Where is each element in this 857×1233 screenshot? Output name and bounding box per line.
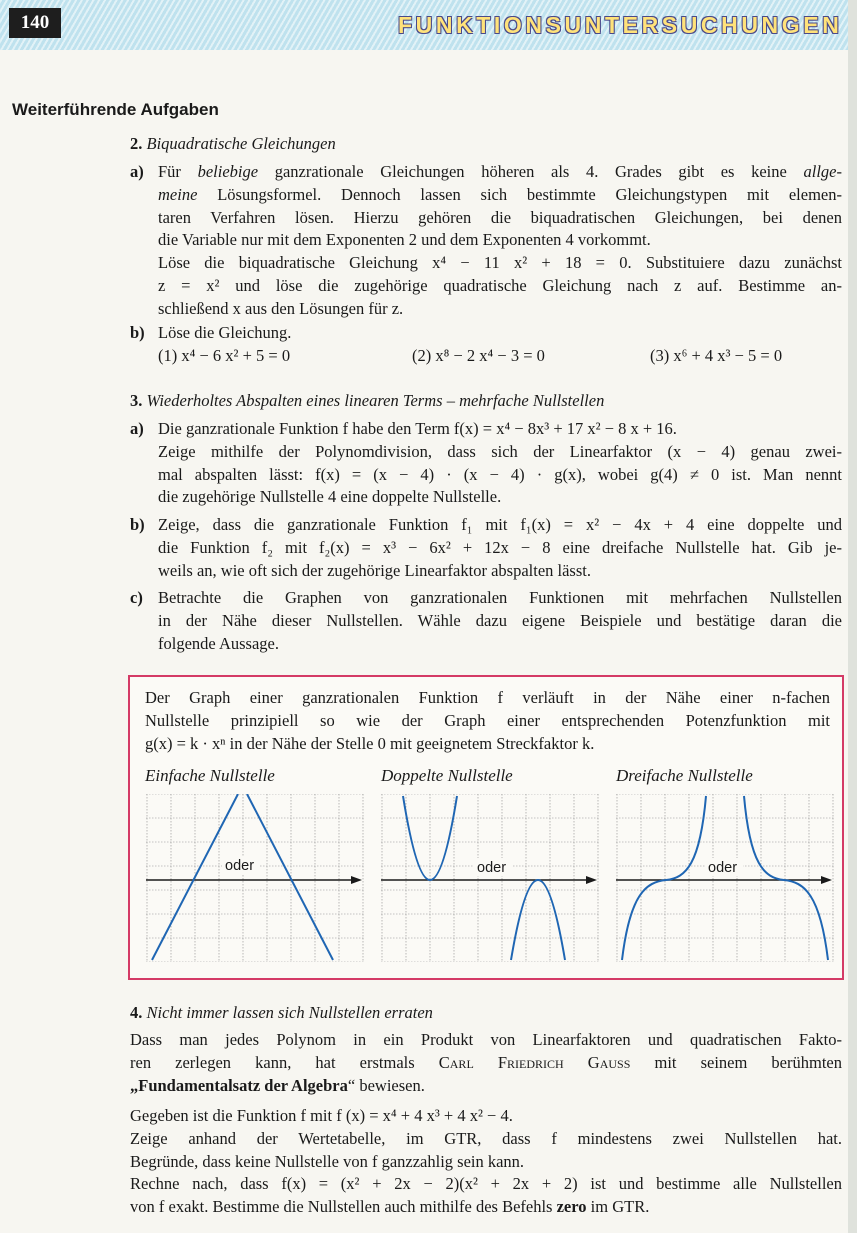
curve-cubic-down: [744, 796, 828, 960]
task-number: 3.: [130, 391, 143, 410]
person-name: Carl Friedrich Gauss: [438, 1052, 631, 1072]
task4-heading: [130, 1002, 433, 1025]
text-line: Gegeben ist die Funktion f mit f (x) = x⁴ + 4 x³ + 4 x² − 4.: [130, 1106, 513, 1125]
curve-parabola-down: [511, 880, 565, 960]
task4-body: [130, 1105, 842, 1219]
equation-2: (2) x⁸ − 2 x⁴ − 3 = 0: [412, 346, 545, 365]
grid: [381, 794, 599, 962]
text-line: Für beliebige ganzrationale Gleichungen höheren als 4. Grades gibt es keine allge-: [158, 162, 842, 181]
text-line: von f exakt. Bestimme die Nullstellen auch mithilfe des Befehls zero im GTR.: [130, 1197, 650, 1217]
page-edge: [848, 0, 857, 1233]
text-line: Dass man jedes Polynom in ein Produkt von Linearfaktoren und quadratischen Fakto-: [130, 1030, 842, 1049]
curve-cubic-up: [622, 796, 706, 960]
task2-a-text: [158, 161, 842, 321]
task3-heading: [130, 390, 604, 413]
curve-falling: [247, 794, 333, 960]
graph-label-simple: Einfache Nullstelle: [145, 766, 275, 785]
subtask-label: c): [130, 588, 143, 607]
text-line: ren zerlegen kann, hat erstmals Carl Friedrich Gauss mit seinem berühmten: [130, 1052, 842, 1072]
section-title: FUNKTIONSUNTERSUCHUNGEN: [398, 12, 843, 38]
grid: [146, 794, 364, 962]
text-line: Löse die Gleichung.: [158, 323, 292, 342]
text-line: taren Verfahren lösen. Hierzu gehören die biquadratischen Gleichungen, bei denen: [158, 207, 842, 227]
equation-3: (3) x⁶ + 4 x³ − 5 = 0: [650, 346, 783, 365]
text-line: schließend x aus den Lösungen für z.: [158, 298, 404, 318]
x-axis: [616, 876, 832, 884]
graph-label-triple: Dreifache Nullstelle: [616, 766, 753, 785]
text-line: mal abspalten lässt: f(x) = (x − 4) · (x − 4) · g(x), wobei g(4) ≠ 0 ist. Man nennt: [158, 464, 842, 484]
text-line: g(x) = k · xⁿ in der Nähe der Stelle 0 mit geeignetem Streckfaktor k.: [145, 734, 595, 753]
task-title: Biquadratische Gleichungen: [146, 134, 336, 153]
task-number: 2.: [130, 134, 143, 153]
task3-c-text: [158, 587, 842, 655]
subtask-label: b): [130, 515, 145, 534]
text-line: die Variable nur mit dem Exponenten 2 und dem Exponenten 4 vorkommt.: [158, 230, 651, 250]
task-title: Nicht immer lassen sich Nullstellen erraten: [146, 1003, 433, 1022]
text-line: weils an, wie oft sich der zugehörige Linearfaktor abspalten lässt.: [158, 560, 591, 580]
text-line: Zeige anhand der Wertetabelle, im GTR, dass f mindestens zwei Nullstellen hat.: [130, 1128, 842, 1148]
subtask-label: a): [130, 419, 144, 438]
task-title: Wiederholtes Abspalten eines linearen Terms – mehrfache Nullstellen: [146, 391, 605, 410]
text-line: Rechne nach, dass f(x) = (x² + 2x − 2)(x² + 2x + 2) ist und bestimme alle Nullstellen: [130, 1174, 842, 1194]
text-line: Zeige mithilfe der Polynomdivision, dass sich der Linearfaktor (x − 4) genau zwei-: [158, 441, 842, 461]
x-axis: [381, 876, 597, 884]
task3-a-text: [158, 418, 842, 509]
graph-label-double: Doppelte Nullstelle: [381, 766, 513, 785]
graph-simple-zero: [146, 794, 364, 962]
equation-1: (1) x⁴ − 6 x² + 5 = 0: [158, 346, 291, 365]
oder-label: oder: [225, 858, 255, 874]
oder-label: oder: [708, 860, 738, 876]
info-box-text: [145, 686, 830, 755]
text-line: Der Graph einer ganzrationalen Funktion f verläuft in der Nähe einer n-fachen: [145, 688, 830, 707]
text-line: Betrachte die Graphen von ganzrationalen Funktionen mit mehrfachen Nullstellen: [158, 588, 842, 607]
oder-label: oder: [477, 860, 507, 876]
x-axis: [146, 876, 362, 884]
text-line: Die ganzrationale Funktion f habe den Term f(x) = x⁴ − 8x³ + 17 x² − 8 x + 16.: [158, 419, 677, 438]
grid: [616, 794, 834, 962]
task4-intro: [130, 1029, 842, 1097]
subheading: Weiterführende Aufgaben: [12, 100, 219, 119]
subtask-label: a): [130, 162, 144, 181]
subtask-label: b): [130, 323, 145, 342]
text-line: Löse die biquadratische Gleichung x⁴ − 11 x² + 18 = 0. Substituiere dazu zunächst: [158, 253, 842, 273]
text-line: meine Lösungsformel. Dennoch lassen sich bestimmte Gleichungstypen mit elemen-: [158, 184, 842, 204]
task2-heading: [130, 133, 336, 156]
text-line: die Funktion f₂ mit f₂(x) = x³ − 6x² + 12x − 8 eine dreifache Nullstelle hat. Gib je-: [158, 537, 842, 557]
text-line: Begründe, dass keine Nullstelle von f ganzzahlig sein kann.: [130, 1151, 525, 1171]
text-line: Nullstelle prinzipiell so wie der Graph einer entsprechenden Potenzfunktion mit: [145, 711, 830, 730]
info-box: [128, 675, 844, 980]
text-line: folgende Aussage.: [158, 633, 279, 653]
task3-b-text: [158, 514, 842, 582]
text-line: in der Nähe dieser Nullstellen. Wähle dazu eigene Beispiele und bestätige daran die: [158, 610, 842, 630]
task-number: 4.: [130, 1003, 143, 1022]
page-number: 140: [9, 8, 61, 38]
text-line: Zeige, dass die ganzrationale Funktion f₁ mit f₁(x) = x² − 4x + 4 eine doppelte und: [158, 515, 842, 534]
text-line: die zugehörige Nullstelle 4 eine doppelte Nullstelle.: [158, 487, 502, 507]
text-line: „Fundamentalsatz der Algebra“ bewiesen.: [130, 1075, 425, 1095]
graph-triple-zero: [616, 794, 834, 962]
text-line: z = x² und löse die zugehörige quadratische Gleichung nach z auf. Bestimme an-: [158, 275, 842, 295]
graph-double-zero: [381, 794, 599, 962]
